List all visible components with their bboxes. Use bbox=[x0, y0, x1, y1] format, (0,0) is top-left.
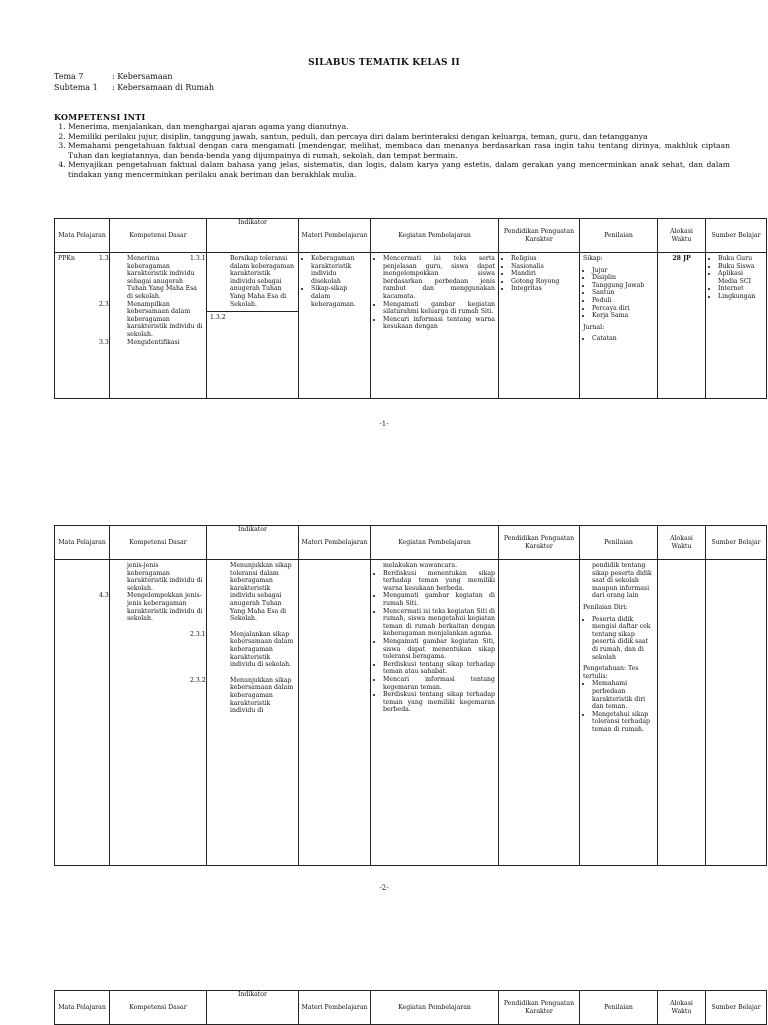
sumber-item: • Buku Guru bbox=[718, 255, 763, 263]
tema-value: : Kebersamaan bbox=[112, 72, 173, 81]
indikator-item: 2.3.2 Menunjukkan sikap kebersamaan dalam keberagaman karakteristik individu di bbox=[190, 676, 294, 715]
cell-sumber bbox=[706, 560, 767, 866]
table-header-row bbox=[55, 219, 767, 253]
table-row bbox=[55, 253, 767, 399]
kd-item: 4.3 Mengelompokkan jenis-jenis keberagaman karakteristik individu di sekolah. bbox=[99, 592, 203, 623]
pengetahuan-label: Pengetahuan: Tes tertulis: bbox=[583, 665, 639, 680]
indikator-item: 1.3.2 bbox=[207, 311, 298, 322]
kd-item: 3.3 Mengidentifikasi bbox=[99, 338, 180, 346]
sumber-item: • Internet bbox=[718, 285, 763, 293]
cell-indikator bbox=[190, 253, 299, 399]
cell-materi bbox=[299, 560, 371, 866]
header-penilaian: Penilaian bbox=[580, 991, 658, 1025]
cell-mapel: PPKn bbox=[55, 253, 110, 399]
cell-indikator bbox=[190, 560, 299, 866]
kegiatan-item: • Mencermati isi teks kegiatan Siti di rumah, siswa mengetahui kegiatan teman di rumah berkaitan dengan keberagaman menjalankan agama. bbox=[383, 608, 495, 638]
cell-karakter bbox=[499, 253, 580, 399]
subtema-label: Subtema 1 bbox=[54, 83, 98, 92]
kd-item: 1.3. Menerima keberagaman karakteristik individu sebagai anugerah Tuhan Yang Maha Esa di sekolah. bbox=[99, 255, 197, 300]
cell-penilaian bbox=[580, 560, 658, 866]
header-materi: Materi Pembelajaran bbox=[299, 991, 371, 1025]
penilaian-item: • Peduli bbox=[592, 297, 654, 305]
karakter-item: • Gotong Royong bbox=[511, 278, 576, 286]
page-2 bbox=[0, 520, 768, 900]
penilaian-item: • Disiplin bbox=[592, 274, 654, 282]
tema-label: Tema 7 bbox=[54, 72, 84, 81]
kd-item: jenis-jenis keberagaman karakteristik individu di sekolah. bbox=[127, 562, 203, 592]
header-kd: Kompetensi Dasar bbox=[110, 991, 207, 1025]
karakter-item: • Religius bbox=[511, 255, 576, 263]
header-kd: Kompetensi Dasar bbox=[110, 219, 207, 253]
penilaian-item: • Percaya diri bbox=[592, 305, 654, 313]
header-indikator: Indikator bbox=[207, 526, 299, 560]
cell-kd bbox=[99, 560, 207, 866]
indikator-item: Menunjukkan sikap toleransi dalam keberagaman karakteristik individu sebagai anugerah Tuhan Yang Maha Esa di Sekolah. bbox=[230, 562, 292, 623]
ki-heading: KOMPETENSI INTI bbox=[54, 112, 146, 122]
header-kegiatan: Kegiatan Pembelajaran bbox=[371, 526, 499, 560]
cell-kegiatan bbox=[371, 560, 499, 866]
tema-line bbox=[54, 72, 173, 81]
penilaian-diri-label: Penilaian Diri: bbox=[583, 603, 628, 611]
cell-sumber bbox=[706, 253, 767, 399]
ki-item: 3. Memahami pengetahuan faktual dengan cara mengamati [mendengar, melihat, membaca dan menanya berdasarkan rasa ingin tahu tentang dirinya, makhluk ciptaan Tuhan dan kegiatannya, dan benda-benda yang dijumpainya di rumah, sekolah, dan tempat bermain. bbox=[68, 141, 730, 160]
kegiatan-item: • Berdiskusi tentang sikap terhadap teman yang memiliki kegemaran berbeda. bbox=[383, 691, 495, 714]
header-karakter: Pendidikan Penguatan Karakter bbox=[499, 991, 580, 1025]
subtema-value: : Kebersamaan di Rumah bbox=[112, 83, 215, 92]
kegiatan-item: • Mengamati gambar kegiatan di rumah Siti. bbox=[383, 592, 495, 607]
indikator-item: 2.3.1 Menjalankan sikap kebersamaan dalam keberagaman karakteristik individu di sekolah. bbox=[190, 630, 294, 669]
header-mapel: Mata Pelajaran bbox=[55, 219, 110, 253]
table-header-row bbox=[55, 991, 767, 1025]
penilaian-item: • Jujur bbox=[592, 267, 654, 275]
cell-alokasi: 28 JP bbox=[658, 253, 706, 399]
kegiatan-item: • Mengamati gambar kegiatan silaturahmi keluarga di rumah Siti. bbox=[383, 301, 495, 316]
header-sumber: Sumber Belajar bbox=[706, 526, 767, 560]
penilaian-item: • Mengetahui sikap toleransi terhadap teman di rumah. bbox=[592, 711, 654, 734]
ki-item: 4. Menyajikan pengetahuan faktual dalam bahasa yang jelas, sistematis, dan logis, dalam karya yang estetis, dalam gerakan yang mencerminkan anak sehat, dan dalam tindakan yang mencerminkan perilaku anak beriman dan berakhlak mulia. bbox=[68, 160, 730, 179]
page-number: -1- bbox=[379, 420, 389, 428]
cell-materi bbox=[299, 253, 371, 399]
cell-mapel bbox=[55, 560, 110, 866]
penilaian-item: • Santun bbox=[592, 289, 654, 297]
karakter-item: • Integritas bbox=[511, 285, 576, 293]
penilaian-jurnal-label: Jurnal: bbox=[583, 323, 605, 331]
table-header-row bbox=[55, 526, 767, 560]
kegiatan-item: • Mencari informasi tentang kegemaran teman. bbox=[383, 676, 495, 691]
cell-alokasi bbox=[658, 560, 706, 866]
header-indikator: Indikator bbox=[207, 219, 299, 253]
materi-item: • Sikap-sikap dalam keberagaman. bbox=[311, 285, 367, 308]
sumber-item: • Lingkungan bbox=[718, 293, 763, 301]
header-mapel: Mata Pelajaran bbox=[55, 991, 110, 1025]
cell-kd bbox=[99, 253, 207, 399]
ki-item: 1. Menerima, menjalankan, dan menghargai ajaran agama yang dianutnya. bbox=[68, 122, 730, 132]
header-materi: Materi Pembelajaran bbox=[299, 526, 371, 560]
kegiatan-item: • Berdiskusi menentukan sikap terhadap teman yang memiliki warna kesukaan berbeda. bbox=[383, 570, 495, 593]
cell-karakter bbox=[499, 560, 580, 866]
penilaian-lead: pendidik tentang sikap peserta didik saat di sekolah maupun informasi dari orang lain bbox=[592, 562, 652, 600]
ki-item: 2. Memiliki perilaku jujur, disiplin, tanggung jawab, santun, peduli, dan percaya diri dalam berinteraksi dengan keluarga, teman, guru, dan tetangganya bbox=[68, 132, 730, 142]
karakter-item: • Nasionalis bbox=[511, 263, 576, 271]
kegiatan-item: • Berdiskusi tentang sikap terhadap teman atau sahabat. bbox=[383, 661, 495, 676]
penilaian-item: • Memahami perbedaan karakteristik diri dan teman. bbox=[592, 680, 654, 710]
penilaian-sikap-label: Sikap: bbox=[583, 255, 603, 262]
ki-list bbox=[54, 122, 730, 180]
header-kegiatan: Kegiatan Pembelajaran bbox=[371, 991, 499, 1025]
header-alokasi: Alokasi Waktu bbox=[658, 526, 706, 560]
header-mapel: Mata Pelajaran bbox=[55, 526, 110, 560]
header-materi: Materi Pembelajaran bbox=[299, 219, 371, 253]
materi-item: • Keberagaman karakteristik individu disekolah bbox=[311, 255, 367, 285]
header-kd: Kompetensi Dasar bbox=[110, 526, 207, 560]
header-penilaian: Penilaian bbox=[580, 219, 658, 253]
header-sumber: Sumber Belajar bbox=[706, 219, 767, 253]
subtema-line bbox=[54, 83, 214, 92]
penilaian-item: • Kerja Sama bbox=[592, 312, 654, 320]
header-alokasi: Alokasi Waktu bbox=[658, 219, 706, 253]
cell-penilaian bbox=[580, 253, 658, 399]
header-kegiatan: Kegiatan Pembelajaran bbox=[371, 219, 499, 253]
header-karakter: Pendidikan Penguatan Karakter bbox=[499, 526, 580, 560]
kegiatan-item: • Mencari informasi tentang warna kesukaan dengan bbox=[383, 316, 495, 331]
sumber-item: • Buku Siswa bbox=[718, 263, 763, 271]
syllabus-table-page-2 bbox=[54, 525, 767, 866]
header-karakter: Pendidikan Penguatan Karakter bbox=[499, 219, 580, 253]
header-alokasi: Alokasi Waktu bbox=[658, 991, 706, 1025]
header-sumber: Sumber Belajar bbox=[706, 991, 767, 1025]
header-indikator: Indikator bbox=[207, 991, 299, 1025]
cell-kegiatan bbox=[371, 253, 499, 399]
penilaian-item: • Peserta didik mengisi daftar cek tentang sikap peserta didik saat di rumah, dan di sekolah bbox=[592, 616, 654, 662]
penilaian-item: • Tanggung Jawab bbox=[592, 282, 654, 290]
kegiatan-item: • Mencermati isi teks serta penjelasan guru, siswa dapat mengelompokkan siswa berdasarkan perbedaan jenis rambut dan menggunakan kacamata. bbox=[383, 255, 495, 301]
kegiatan-item: • Mengamati gambar kegiatan Siti, siswa dapat menentukan sikap toleransi beragama. bbox=[383, 638, 495, 661]
document-title: SILABUS TEMATIK KELAS II bbox=[308, 58, 460, 68]
page-3 bbox=[0, 985, 768, 1024]
table-row bbox=[55, 560, 767, 866]
syllabus-table-page-1 bbox=[54, 218, 767, 399]
sumber-item: • Aplikasi Media SCI bbox=[718, 270, 763, 285]
kegiatan-lead: melakukan wawancara. bbox=[383, 562, 458, 569]
kd-item: 2.3 Menampilkan kebersamaan dalam keberagaman karakteristik individu di sekolah. bbox=[99, 300, 203, 338]
syllabus-table-page-3 bbox=[54, 990, 767, 1025]
page-1 bbox=[0, 0, 768, 440]
penilaian-item: • Catatan bbox=[592, 335, 654, 343]
page-number: -2- bbox=[379, 884, 389, 892]
karakter-item: • Mandiri bbox=[511, 270, 576, 278]
indikator-item: 1.3.1 Bersikap toleransi dalam keberagaman karakteristik individu sebagai anugerah Tuhan Yang Maha Esa di Sekolah. bbox=[190, 255, 295, 308]
header-penilaian: Penilaian bbox=[580, 526, 658, 560]
